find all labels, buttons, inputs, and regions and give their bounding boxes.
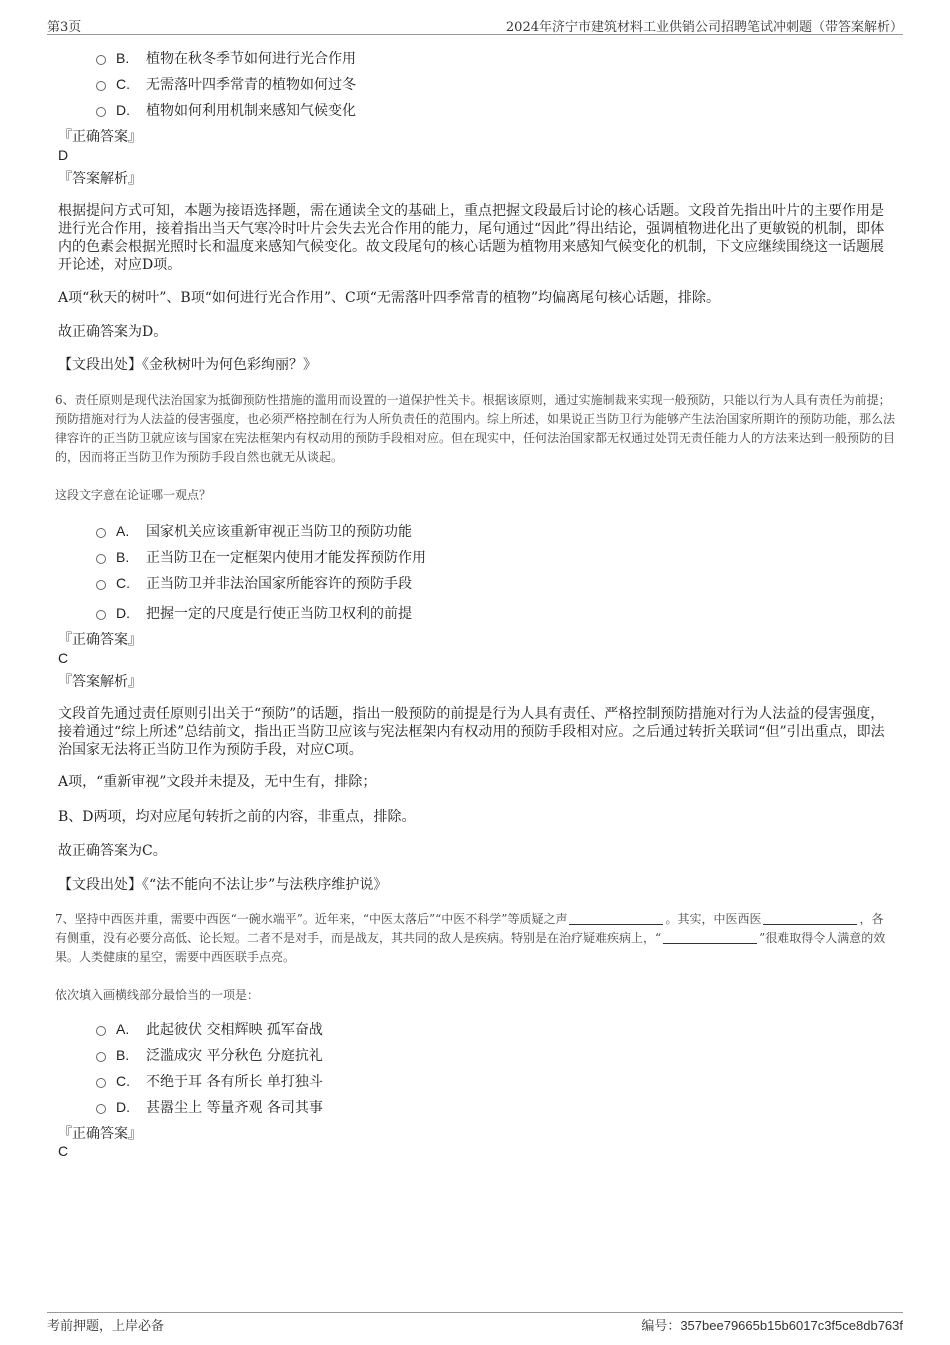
q5-analysis-paragraph: A项“秋天的树叶”、B项“如何进行光合作用”、C项“无需落叶四季常青的植物”均偏离尾句核心话题，排除。 [58,290,721,306]
q6-question-text: 6、责任原则是现代法治国家为抵御预防性措施的滥用而设置的一道保护性关卡。根据该原则，通过实施制裁来实现一般预防，只能以行为人具有责任为前提；预防措施对行为人法益的侵害强度，也必须严格控制在行为人所负责任的范围内。综上所述，如果说正当防卫行为能够产生法治国家所期许的预防功能，那么法律容许的正当防卫就应该与国家在宪法框架内有权动用的预防手段相对应。但在现实中，任何法治国家都无权通过处罚无责任能力人的方法来达到一般预防的目的，因而将正当防卫作为预防手段自然也就无从谈起。 [55,393,896,464]
option-text: 无需落叶四季常青的植物如何过冬 [146,77,356,93]
option-text: 不绝于耳 各有所长 单打独斗 [146,1074,323,1090]
radio-icon[interactable] [96,554,106,564]
q5-analysis-label: 『答案解析』 [58,171,142,187]
q6-analysis-paragraph: 文段首先通过责任原则引出关于“预防”的话题，指出一般预防的前提是行为人具有责任、严格控制预防措施对行为人法益的侵害强度，接着通过“综上所述”总结前文，指出正当防卫应该与宪法框架内有权动用的预防手段相对应。之后通过转折关联词“但”引出重点，即法治国家无法将正当防卫作为预防手段，对应C项。 [58,706,885,758]
q7-question-text: 7、坚持中西医并重，需要中西医“一碗水端平”。近年来，“中医太落后”“中医不科学”等质疑之声 。其实，中医西医 ，各有侧重，没有必要分高低、论长短。二者不是对手，而是战友，其共同的敌人是疾病。特别是在治疗疑难疾病上，“ ”很难取得令人满意的效果。人类健康的星空，需要中西医联手点亮。 [55,912,886,964]
q6-option-c[interactable]: C. 正当防卫并非法治国家所能容许的预防手段 [96,573,412,593]
q6-analysis-conclusion: 故正确答案为C。 [58,843,167,859]
radio-icon[interactable] [96,55,106,65]
fill-blank [569,912,663,925]
radio-icon[interactable] [96,1078,106,1088]
radio-icon[interactable] [96,81,106,91]
option-text: 泛滥成灾 平分秋色 分庭抗礼 [146,1048,323,1064]
q7-option-a[interactable]: A. 此起彼伏 交相辉映 孤军奋战 [96,1019,323,1039]
q5-analysis-paragraph: 根据提问方式可知，本题为接语选择题，需在通读全文的基础上，重点把握文段最后讨论的核心话题。文段首先指出叶片的主要作用是进行光合作用，接着指出当天气寒冷时叶片会失去光合作用的能力，尾句通过“因此”得出结论，强调植物进化出了更敏锐的机制，即体内的色素会根据光照时长和温度来感知气候变化。故文段尾句的核心话题为植物用来感知气候变化的机制，下文应继续围绕这一话题展开论述，对应D项。 [58,203,885,273]
q5-source: 【文段出处】《金秋树叶为何色彩绚丽？》 [58,357,317,373]
fill-blank [763,912,857,925]
q6-analysis-label: 『答案解析』 [58,674,142,690]
option-text: 植物在秋冬季节如何进行光合作用 [146,51,356,67]
q5-correct-label: 『正确答案』 [58,129,142,145]
option-text: 正当防卫在一定框架内使用才能发挥预防作用 [146,550,426,566]
q7-correct-label: 『正确答案』 [58,1126,142,1142]
page-number: 第3页 [47,20,82,35]
radio-icon[interactable] [96,1026,106,1036]
document-title: 2024年济宁市建筑材料工业供销公司招聘笔试冲刺题（带答案解析） [505,20,903,35]
page-header [47,16,903,35]
q5-option-b[interactable]: B. 植物在秋冬季节如何进行光合作用 [96,48,356,68]
radio-icon[interactable] [96,1104,106,1114]
option-text: 此起彼伏 交相辉映 孤军奋战 [146,1022,323,1038]
q5-option-d[interactable]: D. 植物如何利用机制来感知气候变化 [96,100,356,120]
radio-icon[interactable] [96,528,106,538]
q6-correct-answer: C [58,650,69,666]
q7-option-c[interactable]: C. 不绝于耳 各有所长 单打独斗 [96,1071,323,1091]
fill-blank [663,931,757,944]
q6-source: 【文段出处】《“法不能向不法让步”与法秩序维护说》 [58,877,388,893]
radio-icon[interactable] [96,610,106,620]
q5-correct-answer: D [58,147,69,163]
option-text: 植物如何利用机制来感知气候变化 [146,103,356,119]
document-code: 编号：357bee79665b15b6017c3f5ce8db763f [641,1318,903,1334]
radio-icon[interactable] [96,580,106,590]
q6-option-b[interactable]: B. 正当防卫在一定框架内使用才能发挥预防作用 [96,547,426,567]
q6-option-d[interactable]: D. 把握一定的尺度是行使正当防卫权利的前提 [96,603,412,623]
q7-correct-answer: C [58,1143,69,1159]
q7-prompt: 依次填入画横线部分最恰当的一项是： [55,988,260,1002]
q7-option-d[interactable]: D. 甚嚣尘上 等量齐观 各司其事 [96,1097,323,1117]
q6-option-a[interactable]: A. 国家机关应该重新审视正当防卫的预防功能 [96,521,412,541]
radio-icon[interactable] [96,107,106,117]
q5-option-c[interactable]: C. 无需落叶四季常青的植物如何过冬 [96,74,356,94]
page-footer [47,1312,903,1335]
option-text: 国家机关应该重新审视正当防卫的预防功能 [146,524,412,540]
footer-slogan: 考前押题，上岸必备 [47,1319,165,1334]
q6-analysis-paragraph: B、D两项，均对应尾句转折之前的内容，非重点，排除。 [58,809,416,825]
q6-prompt: 这段文字意在论证哪一观点？ [55,488,212,502]
q6-correct-label: 『正确答案』 [58,632,142,648]
q6-analysis-paragraph: A项，“重新审视”文段并未提及，无中生有，排除； [58,774,377,790]
option-text: 甚嚣尘上 等量齐观 各司其事 [146,1100,323,1116]
q7-option-b[interactable]: B. 泛滥成灾 平分秋色 分庭抗礼 [96,1045,323,1065]
option-text: 正当防卫并非法治国家所能容许的预防手段 [146,576,412,592]
option-text: 把握一定的尺度是行使正当防卫权利的前提 [146,606,412,622]
q5-analysis-conclusion: 故正确答案为D。 [58,324,168,340]
radio-icon[interactable] [96,1052,106,1062]
